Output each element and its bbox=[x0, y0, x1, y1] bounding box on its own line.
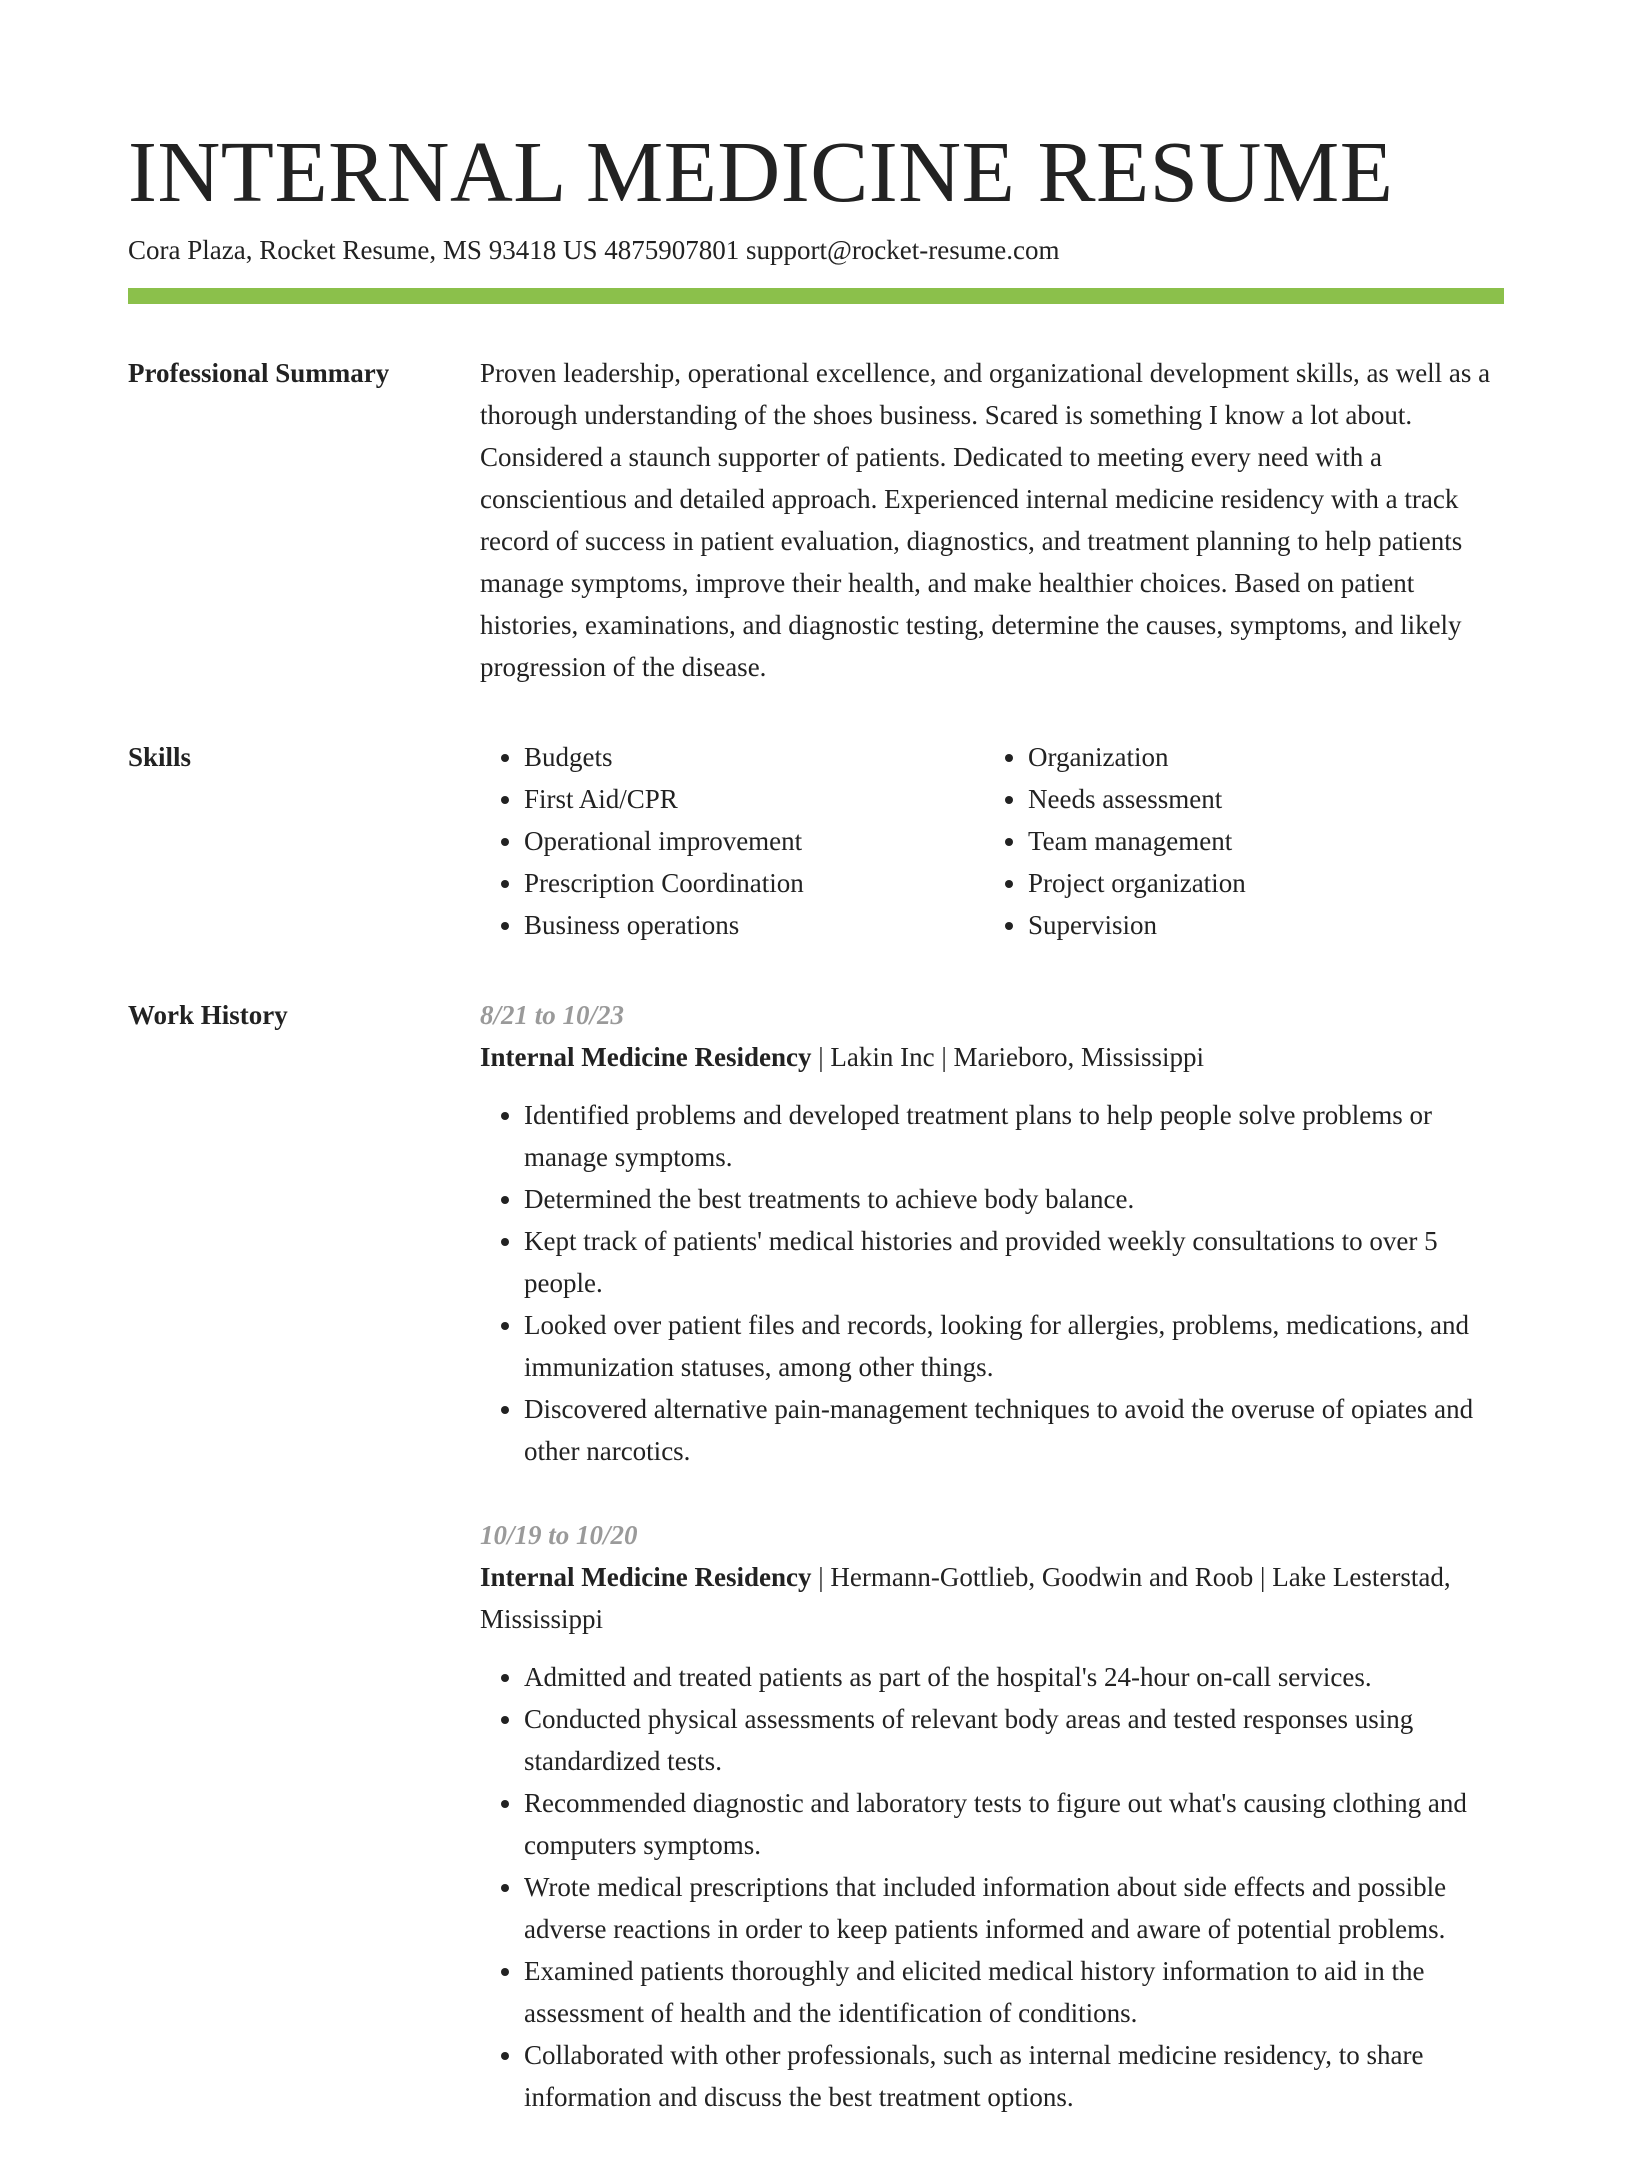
skill-item: • Supervision bbox=[1028, 904, 1488, 946]
job-bullet: • Collaborated with other professionals, such as internal medicine residency, to share information and discuss the best treatment options. bbox=[524, 2034, 1504, 2118]
resume-page bbox=[128, 122, 1504, 2160]
job-bullets bbox=[480, 1656, 1504, 2118]
skill-item: • Business operations bbox=[524, 904, 984, 946]
skill-item: • Project organization bbox=[1028, 862, 1488, 904]
job-bullet: • Discovered alternative pain-management techniques to avoid the overuse of opiates and other narcotics. bbox=[524, 1388, 1504, 1472]
skill-item: • Budgets bbox=[524, 736, 984, 778]
job-bullets bbox=[480, 1094, 1504, 1472]
skill-item: • Team management bbox=[1028, 820, 1488, 862]
skill-item: • Operational improvement bbox=[524, 820, 984, 862]
work-history-section bbox=[128, 994, 1504, 2160]
job-bullet: • Conducted physical assessments of relevant body areas and tested responses using standardized tests. bbox=[524, 1698, 1504, 1782]
job-bullet: • Examined patients thoroughly and elicited medical history information to aid in the assessment of health and the identification of conditions. bbox=[524, 1950, 1504, 2034]
job-date: 8/21 to 10/23 bbox=[480, 1000, 625, 1030]
skill-item: • First Aid/CPR bbox=[524, 778, 984, 820]
work-history-heading: Work History bbox=[128, 1000, 288, 1030]
job-heading bbox=[480, 1556, 1504, 1640]
job-bullet: • Kept track of patients' medical histories and provided weekly consultations to over 5 people. bbox=[524, 1220, 1504, 1304]
job-heading bbox=[480, 1036, 1504, 1078]
job-bullet: • Looked over patient files and records, looking for allergies, problems, medications, and immunization statuses, among other things. bbox=[524, 1304, 1504, 1388]
job-title: Internal Medicine Residency bbox=[480, 1562, 812, 1592]
summary-heading: Professional Summary bbox=[128, 358, 390, 388]
skill-item: • Prescription Coordination bbox=[524, 862, 984, 904]
skills-list-right bbox=[984, 736, 1488, 946]
skills-section bbox=[128, 736, 1504, 946]
skills-heading: Skills bbox=[128, 742, 192, 772]
job-title: Internal Medicine Residency bbox=[480, 1042, 812, 1072]
job-entry bbox=[480, 1514, 1504, 2118]
job-bullet: • Admitted and treated patients as part of the hospital's 24-hour on-call services. bbox=[524, 1656, 1504, 1698]
job-details: | Lakin Inc | Marieboro, Mississippi bbox=[811, 1042, 1204, 1072]
job-entry bbox=[480, 994, 1504, 1472]
skill-item: • Organization bbox=[1028, 736, 1488, 778]
job-details: | Hermann-Gottlieb, Goodwin and Roob | Lake Lesterstad, Mississippi bbox=[480, 1562, 1451, 1634]
job-bullet: • Recommended diagnostic and laboratory tests to figure out what's causing clothing and computers symptoms. bbox=[524, 1782, 1504, 1866]
job-bullet: • Identified problems and developed treatment plans to help people solve problems or manage symptoms. bbox=[524, 1094, 1504, 1178]
job-bullet: • Wrote medical prescriptions that included information about side effects and possible adverse reactions in order to keep patients informed and aware of potential problems. bbox=[524, 1866, 1504, 1950]
resume-title: INTERNAL MEDICINE RESUME bbox=[128, 123, 1394, 220]
skills-list-left bbox=[480, 736, 984, 946]
job-date: 10/19 to 10/20 bbox=[480, 1520, 638, 1550]
summary-section bbox=[128, 352, 1504, 688]
header-divider bbox=[128, 288, 1504, 304]
contact-info: Cora Plaza, Rocket Resume, MS 93418 US 4875907801 support@rocket-resume.com bbox=[128, 235, 1060, 265]
summary-text: Proven leadership, operational excellence, and organizational development skills, as well as a thorough understanding of the shoes business. Scared is something I know a lot about. Considered a staunch supporter of patients. Dedicated to meeting every need with a conscientious and detailed approach. Experienced internal medicine residency with a track record of success in patient evaluation, diagnostics, and treatment planning to help patients manage symptoms, improve their health, and make healthier choices. Based on patient histories, examinations, and diagnostic testing, determine the causes, symptoms, and likely progression of the disease. bbox=[480, 358, 1491, 682]
skill-item: • Needs assessment bbox=[1028, 778, 1488, 820]
job-bullet: • Determined the best treatments to achieve body balance. bbox=[524, 1178, 1504, 1220]
